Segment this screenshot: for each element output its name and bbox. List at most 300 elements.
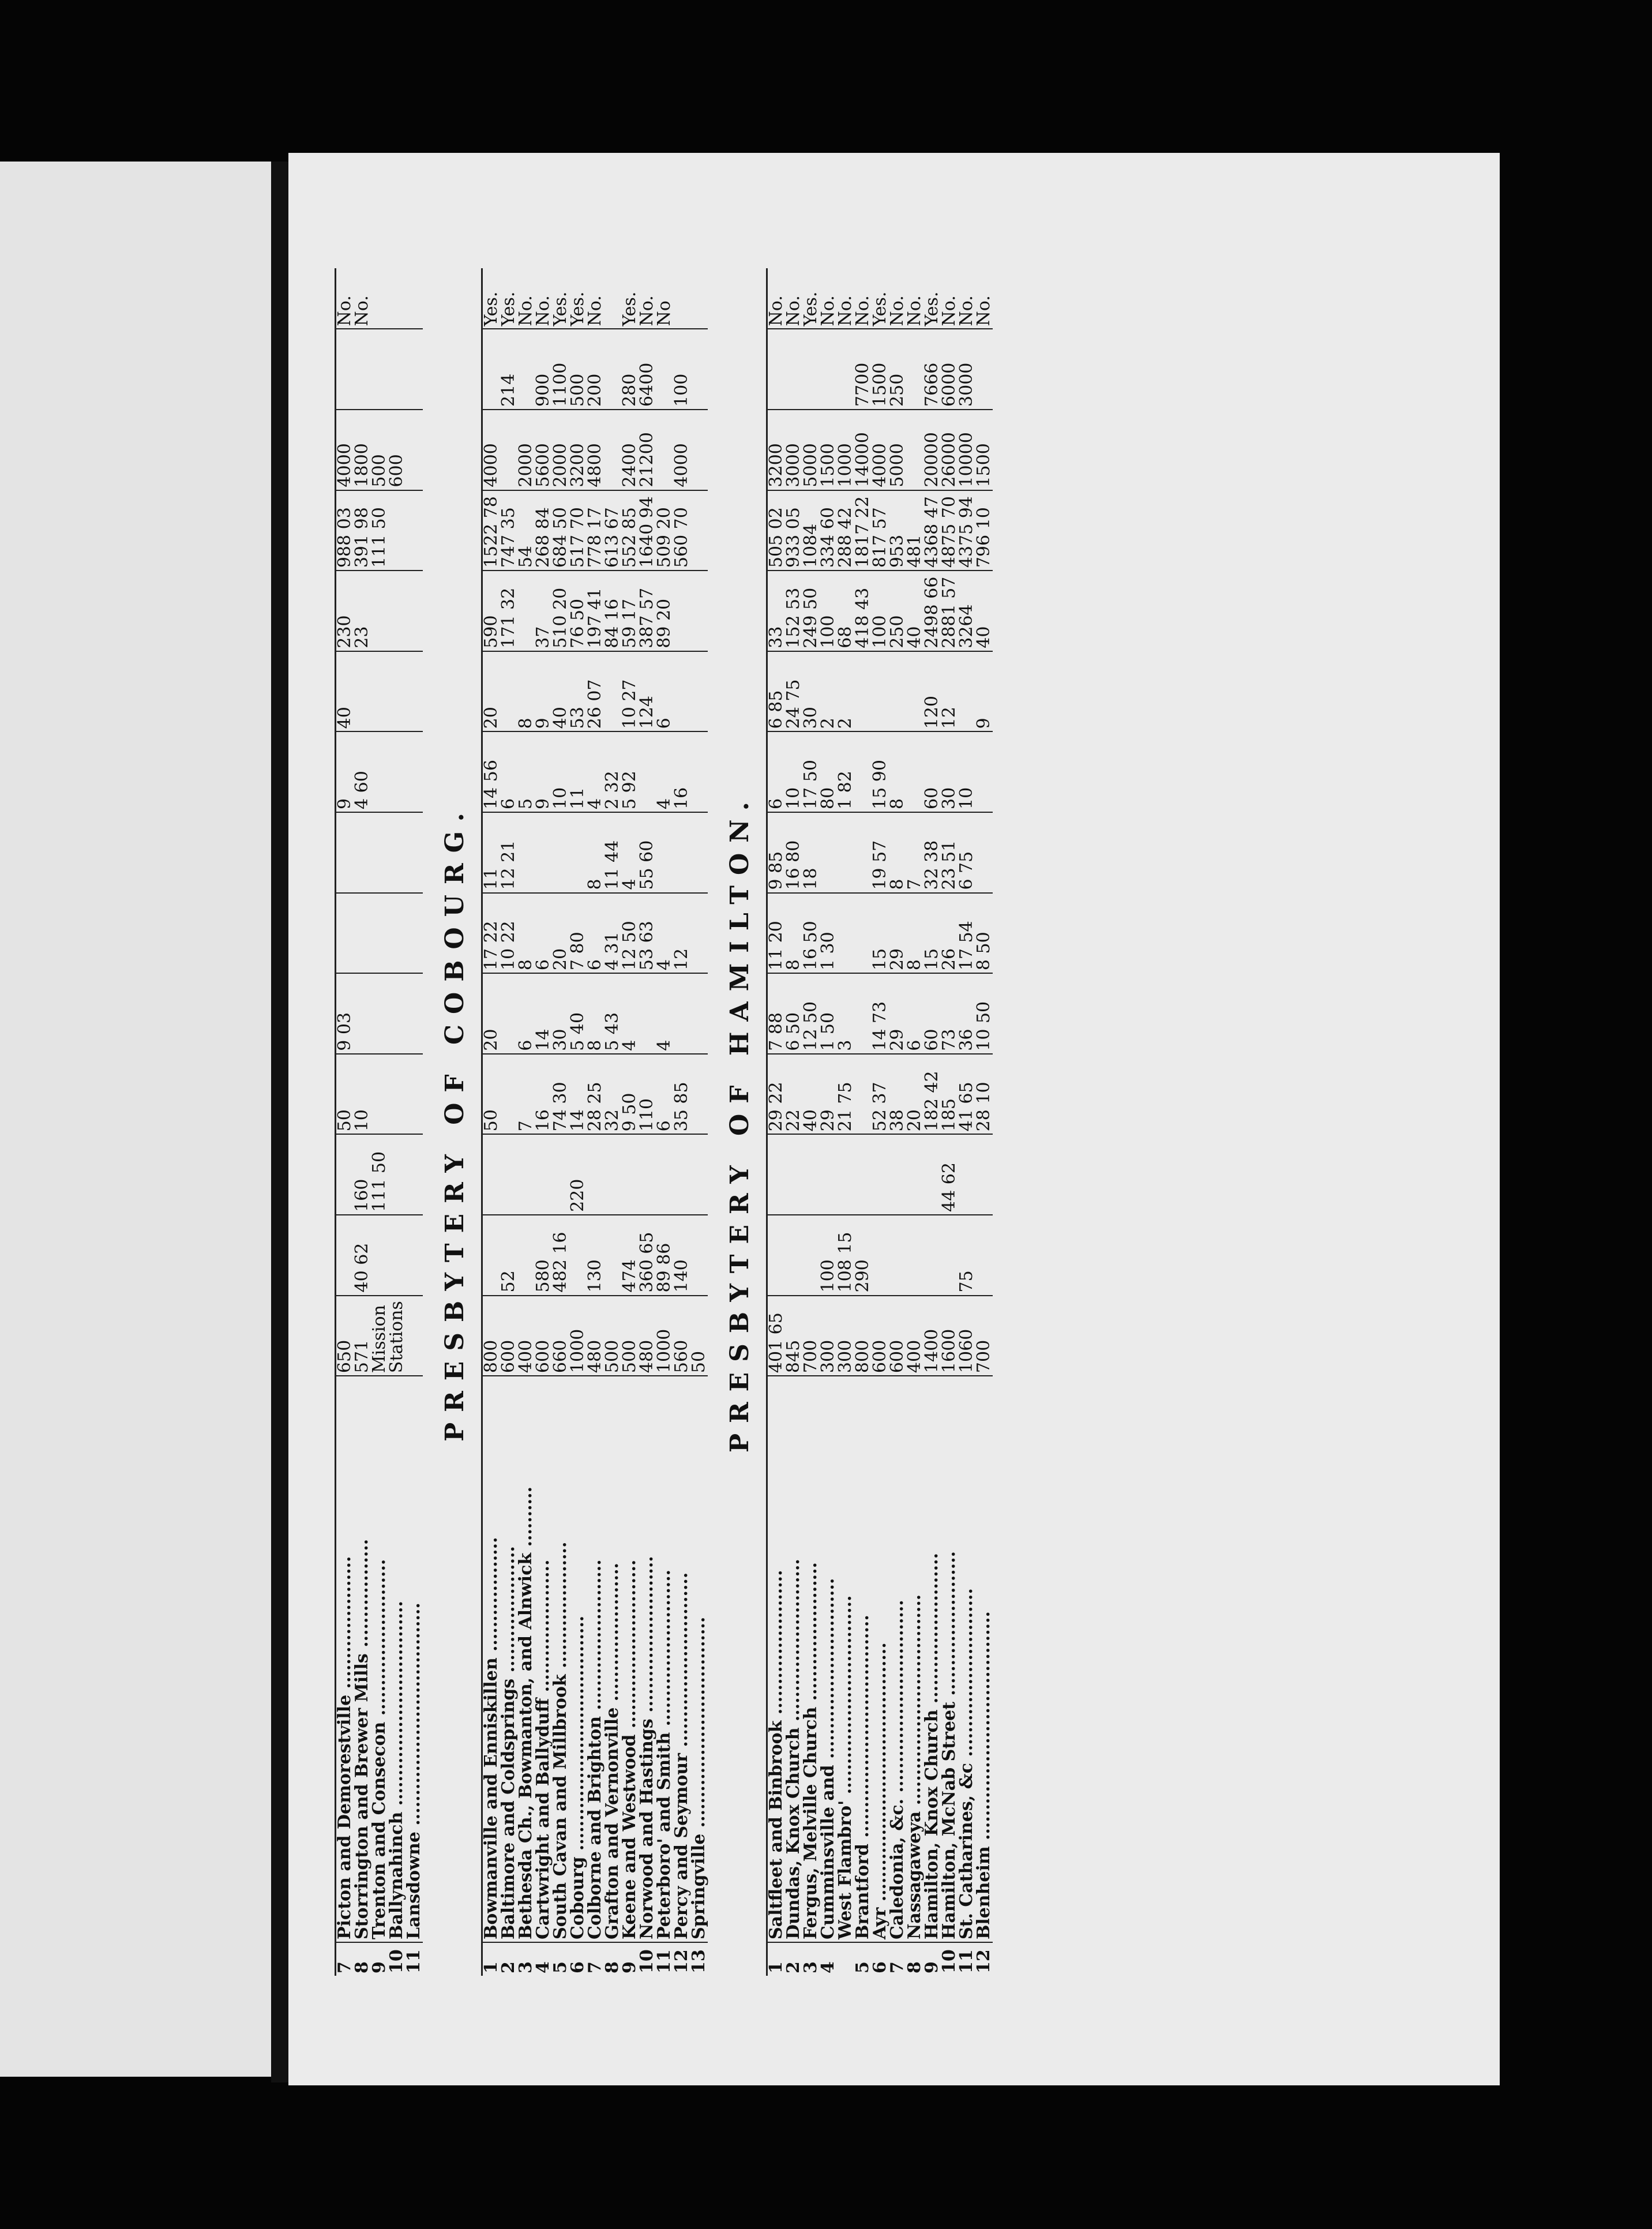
table-cell: 1000 <box>569 1296 587 1376</box>
table-row <box>690 268 708 1976</box>
table-cell: 590 <box>482 571 501 651</box>
table-cell: 17 50 <box>802 731 820 812</box>
table-cell: 15 <box>872 893 889 974</box>
table-cell: 1522 78 <box>482 490 501 571</box>
table-row <box>482 268 501 1976</box>
table-cell <box>673 571 690 651</box>
row-number: 3 <box>801 1961 821 1973</box>
table-cell: 4000 <box>336 410 354 490</box>
table-cell: 53 <box>569 651 587 732</box>
table-cell: 4 <box>656 731 673 812</box>
table-cell: 5000 <box>889 410 906 490</box>
table-row <box>388 268 406 1976</box>
table-cell: No. <box>354 268 371 329</box>
table-cell <box>837 893 854 974</box>
table-cell: 44 62 <box>941 1134 958 1215</box>
table-cell: 300 <box>837 1296 854 1376</box>
table-cell: 7666 <box>923 329 941 410</box>
table-cell: 400 <box>517 1296 535 1376</box>
table-cell: 988 03 <box>336 490 354 571</box>
table-cell: 600 <box>872 1296 889 1376</box>
table-row <box>336 268 354 1976</box>
table-cell <box>975 731 993 812</box>
congregation-name: Lansdowne ..................................... <box>406 1376 423 1942</box>
table-cell <box>517 1134 535 1215</box>
table-cell <box>371 1215 388 1296</box>
rotated-statistics-content <box>323 268 1477 1976</box>
table-cell: 953 <box>889 490 906 571</box>
table-cell: 10 50 <box>975 973 993 1054</box>
table-cell: 75 <box>958 1215 975 1296</box>
table-cell: 10 <box>354 1054 371 1135</box>
table-cell <box>500 651 517 732</box>
table-cell <box>371 812 388 893</box>
table-cell: 4000 <box>673 410 690 490</box>
congregation-name: Cartwright and Ballyduff ...................... <box>535 1376 552 1942</box>
table-cell: 19 57 <box>872 812 889 893</box>
table-cell: No. <box>889 268 906 329</box>
table-cell: Yes. <box>802 268 820 329</box>
table-cell <box>639 973 656 1054</box>
table-cell: 6 <box>656 651 673 732</box>
row-number: 8 <box>904 1961 925 1973</box>
row-number: 9 <box>922 1961 942 1973</box>
table-cell <box>820 812 837 893</box>
row-number: 5 <box>853 1961 873 1973</box>
table-cell <box>690 571 708 651</box>
table-cell <box>336 1134 354 1215</box>
table-cell: 280 <box>621 329 639 410</box>
table-cell: 3000 <box>785 410 802 490</box>
table-cell: 53 63 <box>639 893 656 974</box>
section-spacer <box>323 268 335 1976</box>
table-cell: 517 70 <box>569 490 587 571</box>
table-row <box>587 268 604 1976</box>
table-cell: 59 17 <box>621 571 639 651</box>
table-cell: 16 <box>673 731 690 812</box>
table-row <box>604 268 621 1976</box>
table-row <box>517 268 535 1976</box>
table-cell: 4368 47 <box>923 490 941 571</box>
table-cell: 29 <box>820 1054 837 1135</box>
table-cell <box>354 893 371 974</box>
table-cell: 387 57 <box>639 571 656 651</box>
table-cell: 3200 <box>767 410 786 490</box>
table-cell: 12 <box>941 651 958 732</box>
table-cell: 600 <box>535 1296 552 1376</box>
table-cell: 14 <box>569 1054 587 1135</box>
congregation-name: Ayr ........................................... <box>872 1376 889 1942</box>
table-cell <box>656 329 673 410</box>
table-cell <box>837 1134 854 1215</box>
table-cell: 7 80 <box>569 893 587 974</box>
table-cell: 9 50 <box>621 1054 639 1135</box>
table-cell <box>371 571 388 651</box>
table-cell: 17 54 <box>958 893 975 974</box>
table-cell: 220 <box>569 1134 587 1215</box>
table-cell: 7 <box>517 1054 535 1135</box>
row-number: 9 <box>369 1961 389 1973</box>
table-cell <box>406 329 423 410</box>
table-cell: 29 <box>889 973 906 1054</box>
congregation-name: Picton and Demorestville ...................... <box>336 1376 354 1942</box>
table-cell: No. <box>639 268 656 329</box>
table-cell: 3200 <box>569 410 587 490</box>
table-cell: 4 31 <box>604 893 621 974</box>
table-cell <box>371 1054 388 1135</box>
table-cell <box>604 410 621 490</box>
table-cell: 14 56 <box>482 731 501 812</box>
row-number: 11 <box>654 1949 674 1973</box>
table-cell: 1 82 <box>837 731 854 812</box>
table-cell <box>656 1134 673 1215</box>
table-cell <box>690 1215 708 1296</box>
table-cell <box>406 1134 423 1215</box>
table-cell <box>854 651 872 732</box>
table-row <box>975 268 993 1976</box>
table-cell: 8 <box>889 812 906 893</box>
table-cell: 6 <box>767 731 786 812</box>
table-cell: 23 51 <box>941 812 958 893</box>
table-cell <box>690 731 708 812</box>
table-cell <box>673 973 690 1054</box>
table-row <box>767 268 786 1976</box>
table-cell: 32 <box>604 1054 621 1135</box>
table-cell: 152 53 <box>785 571 802 651</box>
table-cell: 50 <box>690 1296 708 1376</box>
table-cell: 20 <box>552 893 569 974</box>
table-cell: 89 20 <box>656 571 673 651</box>
table-cell: 20 <box>482 973 501 1054</box>
table-cell: 1400 <box>923 1296 941 1376</box>
table-cell: 800 <box>854 1296 872 1376</box>
congregation-name: Ballynahinch .................................. <box>388 1376 406 1942</box>
table-cell: No. <box>837 268 854 329</box>
table-cell <box>820 329 837 410</box>
table-cell: 55 60 <box>639 812 656 893</box>
table-cell <box>406 893 423 974</box>
congregation-name: Cobourg ....................................... <box>569 1376 587 1942</box>
table-cell <box>354 812 371 893</box>
table-cell: 7 88 <box>767 973 786 1054</box>
table-cell: 4 <box>656 973 673 1054</box>
table-cell: No. <box>906 268 923 329</box>
table-cell: 33 <box>767 571 786 651</box>
row-number: 4 <box>533 1961 553 1973</box>
table-cell <box>975 1134 993 1215</box>
table-row <box>854 268 872 1976</box>
table-cell: 124 <box>639 651 656 732</box>
table-cell: 2000 <box>517 410 535 490</box>
table-cell <box>371 893 388 974</box>
presbytery-table <box>766 268 993 1976</box>
table-cell <box>406 1215 423 1296</box>
table-cell: No. <box>958 268 975 329</box>
table-row <box>535 268 552 1976</box>
table-cell <box>690 1134 708 1215</box>
table-cell <box>388 731 406 812</box>
table-cell: 111 50 <box>371 490 388 571</box>
table-cell <box>690 651 708 732</box>
table-cell <box>906 1215 923 1296</box>
table-cell: 54 <box>517 490 535 571</box>
book-spine <box>271 162 288 2082</box>
table-cell <box>690 268 708 329</box>
table-cell: 10 <box>552 731 569 812</box>
table-row <box>673 268 690 1976</box>
table-row <box>569 268 587 1976</box>
table-row <box>621 268 639 1976</box>
table-cell <box>371 973 388 1054</box>
table-row <box>656 268 673 1976</box>
table-cell <box>517 812 535 893</box>
table-cell: 1000 <box>837 410 854 490</box>
table-cell: Yes. <box>552 268 569 329</box>
table-cell: 9 <box>535 731 552 812</box>
left-page <box>0 162 271 2077</box>
table-row <box>820 268 837 1976</box>
table-cell <box>388 893 406 974</box>
congregation-name: West Flambro' ................................. <box>837 1376 854 1942</box>
table-cell <box>690 893 708 974</box>
table-cell: 510 20 <box>552 571 569 651</box>
table-cell <box>336 329 354 410</box>
table-cell: 100 <box>820 1215 837 1296</box>
table-cell: 15 <box>923 893 941 974</box>
table-cell <box>406 1296 423 1376</box>
table-cell: 9 <box>336 731 354 812</box>
table-cell: 73 <box>941 973 958 1054</box>
table-cell <box>690 812 708 893</box>
table-cell: 4 <box>621 812 639 893</box>
congregation-name: Brantford ..................................... <box>854 1376 872 1942</box>
table-cell: 250 <box>889 329 906 410</box>
table-cell: 21 75 <box>837 1054 854 1135</box>
table-cell: 160 <box>354 1134 371 1215</box>
table-cell <box>587 1134 604 1215</box>
table-cell <box>604 1134 621 1215</box>
table-cell: 120 <box>923 651 941 732</box>
table-cell: 4875 70 <box>941 490 958 571</box>
table-cell: 560 <box>673 1296 690 1376</box>
table-cell: 2498 66 <box>923 571 941 651</box>
table-cell <box>517 571 535 651</box>
row-number: 8 <box>352 1961 372 1973</box>
row-number: 13 <box>689 1949 709 1973</box>
table-cell: 250 <box>889 571 906 651</box>
congregation-name: Bowmanville and Enniskillen ................... <box>482 1376 501 1942</box>
table-cell <box>975 329 993 410</box>
presbytery-table <box>335 268 423 1976</box>
table-cell: 5000 <box>802 410 820 490</box>
table-cell: 481 <box>906 490 923 571</box>
table-cell: 1817 22 <box>854 490 872 571</box>
table-cell <box>820 1134 837 1215</box>
row-number: 11 <box>956 1949 977 1973</box>
table-cell: 3000 <box>958 329 975 410</box>
table-cell: 230 <box>336 571 354 651</box>
table-cell: 552 85 <box>621 490 639 571</box>
table-cell: 290 <box>854 1215 872 1296</box>
congregation-name: Storrington and Brewer Mills .................. <box>354 1376 371 1942</box>
table-cell: 37 <box>535 571 552 651</box>
table-cell: Yes. <box>872 268 889 329</box>
table-cell: 418 43 <box>854 571 872 651</box>
table-cell: 1100 <box>552 329 569 410</box>
row-number: 1 <box>767 1942 786 1976</box>
table-cell: 182 42 <box>923 1054 941 1135</box>
table-cell <box>690 490 708 571</box>
table-cell: 400 <box>906 1296 923 1376</box>
row-number: 8 <box>602 1961 622 1973</box>
table-cell <box>371 268 388 329</box>
table-row <box>958 268 975 1976</box>
table-cell: 401 65 <box>767 1296 786 1376</box>
presbytery-table <box>481 268 708 1976</box>
table-cell: 4000 <box>872 410 889 490</box>
row-number: 12 <box>671 1949 692 1973</box>
table-cell: 1000 <box>656 1296 673 1376</box>
table-cell: 89 86 <box>656 1215 673 1296</box>
table-cell: 796 10 <box>975 490 993 571</box>
table-cell: 6 50 <box>785 973 802 1054</box>
table-cell: 41 65 <box>958 1054 975 1135</box>
table-cell: 845 <box>785 1296 802 1376</box>
table-cell: 185 <box>941 1054 958 1135</box>
table-cell: 32 38 <box>923 812 941 893</box>
table-cell: 108 15 <box>837 1215 854 1296</box>
table-cell: 480 <box>587 1296 604 1376</box>
table-cell: 5600 <box>535 410 552 490</box>
table-cell: 60 <box>923 973 941 1054</box>
table-cell <box>569 812 587 893</box>
table-cell: 10 <box>785 731 802 812</box>
table-cell: 29 22 <box>767 1054 786 1135</box>
table-cell <box>906 329 923 410</box>
table-cell: 30 <box>552 973 569 1054</box>
table-cell <box>482 1134 501 1215</box>
congregation-name: Colborne and Brighton ......................... <box>587 1376 604 1942</box>
table-cell: 22 <box>785 1054 802 1135</box>
table-cell <box>837 329 854 410</box>
table-cell <box>406 812 423 893</box>
table-cell <box>552 812 569 893</box>
table-cell <box>906 1134 923 1215</box>
table-cell <box>552 1134 569 1215</box>
table-cell <box>872 1134 889 1215</box>
table-cell: 249 50 <box>802 571 820 651</box>
table-cell: 7700 <box>854 329 872 410</box>
table-cell: 1060 <box>958 1296 975 1376</box>
table-cell: 288 42 <box>837 490 854 571</box>
table-cell: 52 37 <box>872 1054 889 1135</box>
table-cell: 214 <box>500 329 517 410</box>
row-number: 2 <box>498 1961 519 1973</box>
table-cell: 700 <box>802 1296 820 1376</box>
table-cell: 8 50 <box>975 893 993 974</box>
table-cell: 8 <box>587 973 604 1054</box>
table-cell <box>336 812 354 893</box>
table-cell: 38 <box>889 1054 906 1135</box>
table-cell: 74 30 <box>552 1054 569 1135</box>
table-cell: 40 <box>975 571 993 651</box>
table-cell <box>854 1054 872 1135</box>
row-number: 9 <box>620 1961 640 1973</box>
congregation-name: Percy and Seymour ............................. <box>673 1376 690 1942</box>
table-cell: 1084 <box>802 490 820 571</box>
table-cell: 200 <box>587 329 604 410</box>
table-cell: 11 44 <box>604 812 621 893</box>
table-cell: Stations <box>388 1296 406 1376</box>
table-row <box>639 268 656 1976</box>
table-cell: 26000 <box>941 410 958 490</box>
row-number: 10 <box>939 1949 959 1973</box>
table-cell <box>889 1215 906 1296</box>
section-title: PRESBYTERY OF COBOURG. <box>440 802 470 1442</box>
right-page <box>288 153 1500 2085</box>
table-cell: 40 62 <box>354 1215 371 1296</box>
congregation-name: St. Catharines, &c ............................ <box>958 1376 975 1942</box>
table-cell: 23 <box>354 571 371 651</box>
table-cell: 2 <box>837 651 854 732</box>
table-cell <box>535 812 552 893</box>
row-number: 12 <box>974 1949 994 1973</box>
table-cell: 80 <box>820 731 837 812</box>
table-cell: No. <box>854 268 872 329</box>
table-row <box>906 268 923 1976</box>
table-cell: 197 41 <box>587 571 604 651</box>
table-cell <box>958 1134 975 1215</box>
table-cell: Yes. <box>923 268 941 329</box>
table-cell: 684 50 <box>552 490 569 571</box>
table-cell: Yes. <box>621 268 639 329</box>
table-cell <box>500 1054 517 1135</box>
table-cell: 12 21 <box>500 812 517 893</box>
table-cell: 50 <box>482 1054 501 1135</box>
table-cell: 29 <box>889 893 906 974</box>
table-cell: 2881 57 <box>941 571 958 651</box>
table-cell: 1500 <box>820 410 837 490</box>
congregation-name: Norwood and Hastings .......................... <box>639 1376 656 1942</box>
table-cell: 360 65 <box>639 1215 656 1296</box>
table-cell: 68 <box>837 571 854 651</box>
table-cell: 100 <box>673 329 690 410</box>
table-cell: 111 50 <box>371 1134 388 1215</box>
table-cell: 12 50 <box>802 973 820 1054</box>
table-cell <box>673 1134 690 1215</box>
congregation-name: Saltfleet and Binbrook ........................ <box>767 1376 786 1942</box>
table-cell <box>673 268 690 329</box>
table-cell: 24 75 <box>785 651 802 732</box>
table-cell: 50 <box>336 1054 354 1135</box>
table-cell: 9 <box>975 651 993 732</box>
table-cell <box>958 651 975 732</box>
table-cell <box>500 1134 517 1215</box>
congregation-name: Trenton and Consecon .......................... <box>371 1376 388 1942</box>
table-cell: No <box>656 268 673 329</box>
table-cell: 6 <box>517 973 535 1054</box>
table-cell <box>388 490 406 571</box>
table-cell: 8 <box>785 893 802 974</box>
table-cell: 60 <box>923 731 941 812</box>
table-cell: 474 <box>621 1215 639 1296</box>
table-row <box>872 268 889 1976</box>
table-cell: 8 <box>906 893 923 974</box>
table-row <box>785 268 802 1976</box>
table-cell <box>854 893 872 974</box>
table-row <box>889 268 906 1976</box>
table-cell: 110 <box>639 1054 656 1135</box>
